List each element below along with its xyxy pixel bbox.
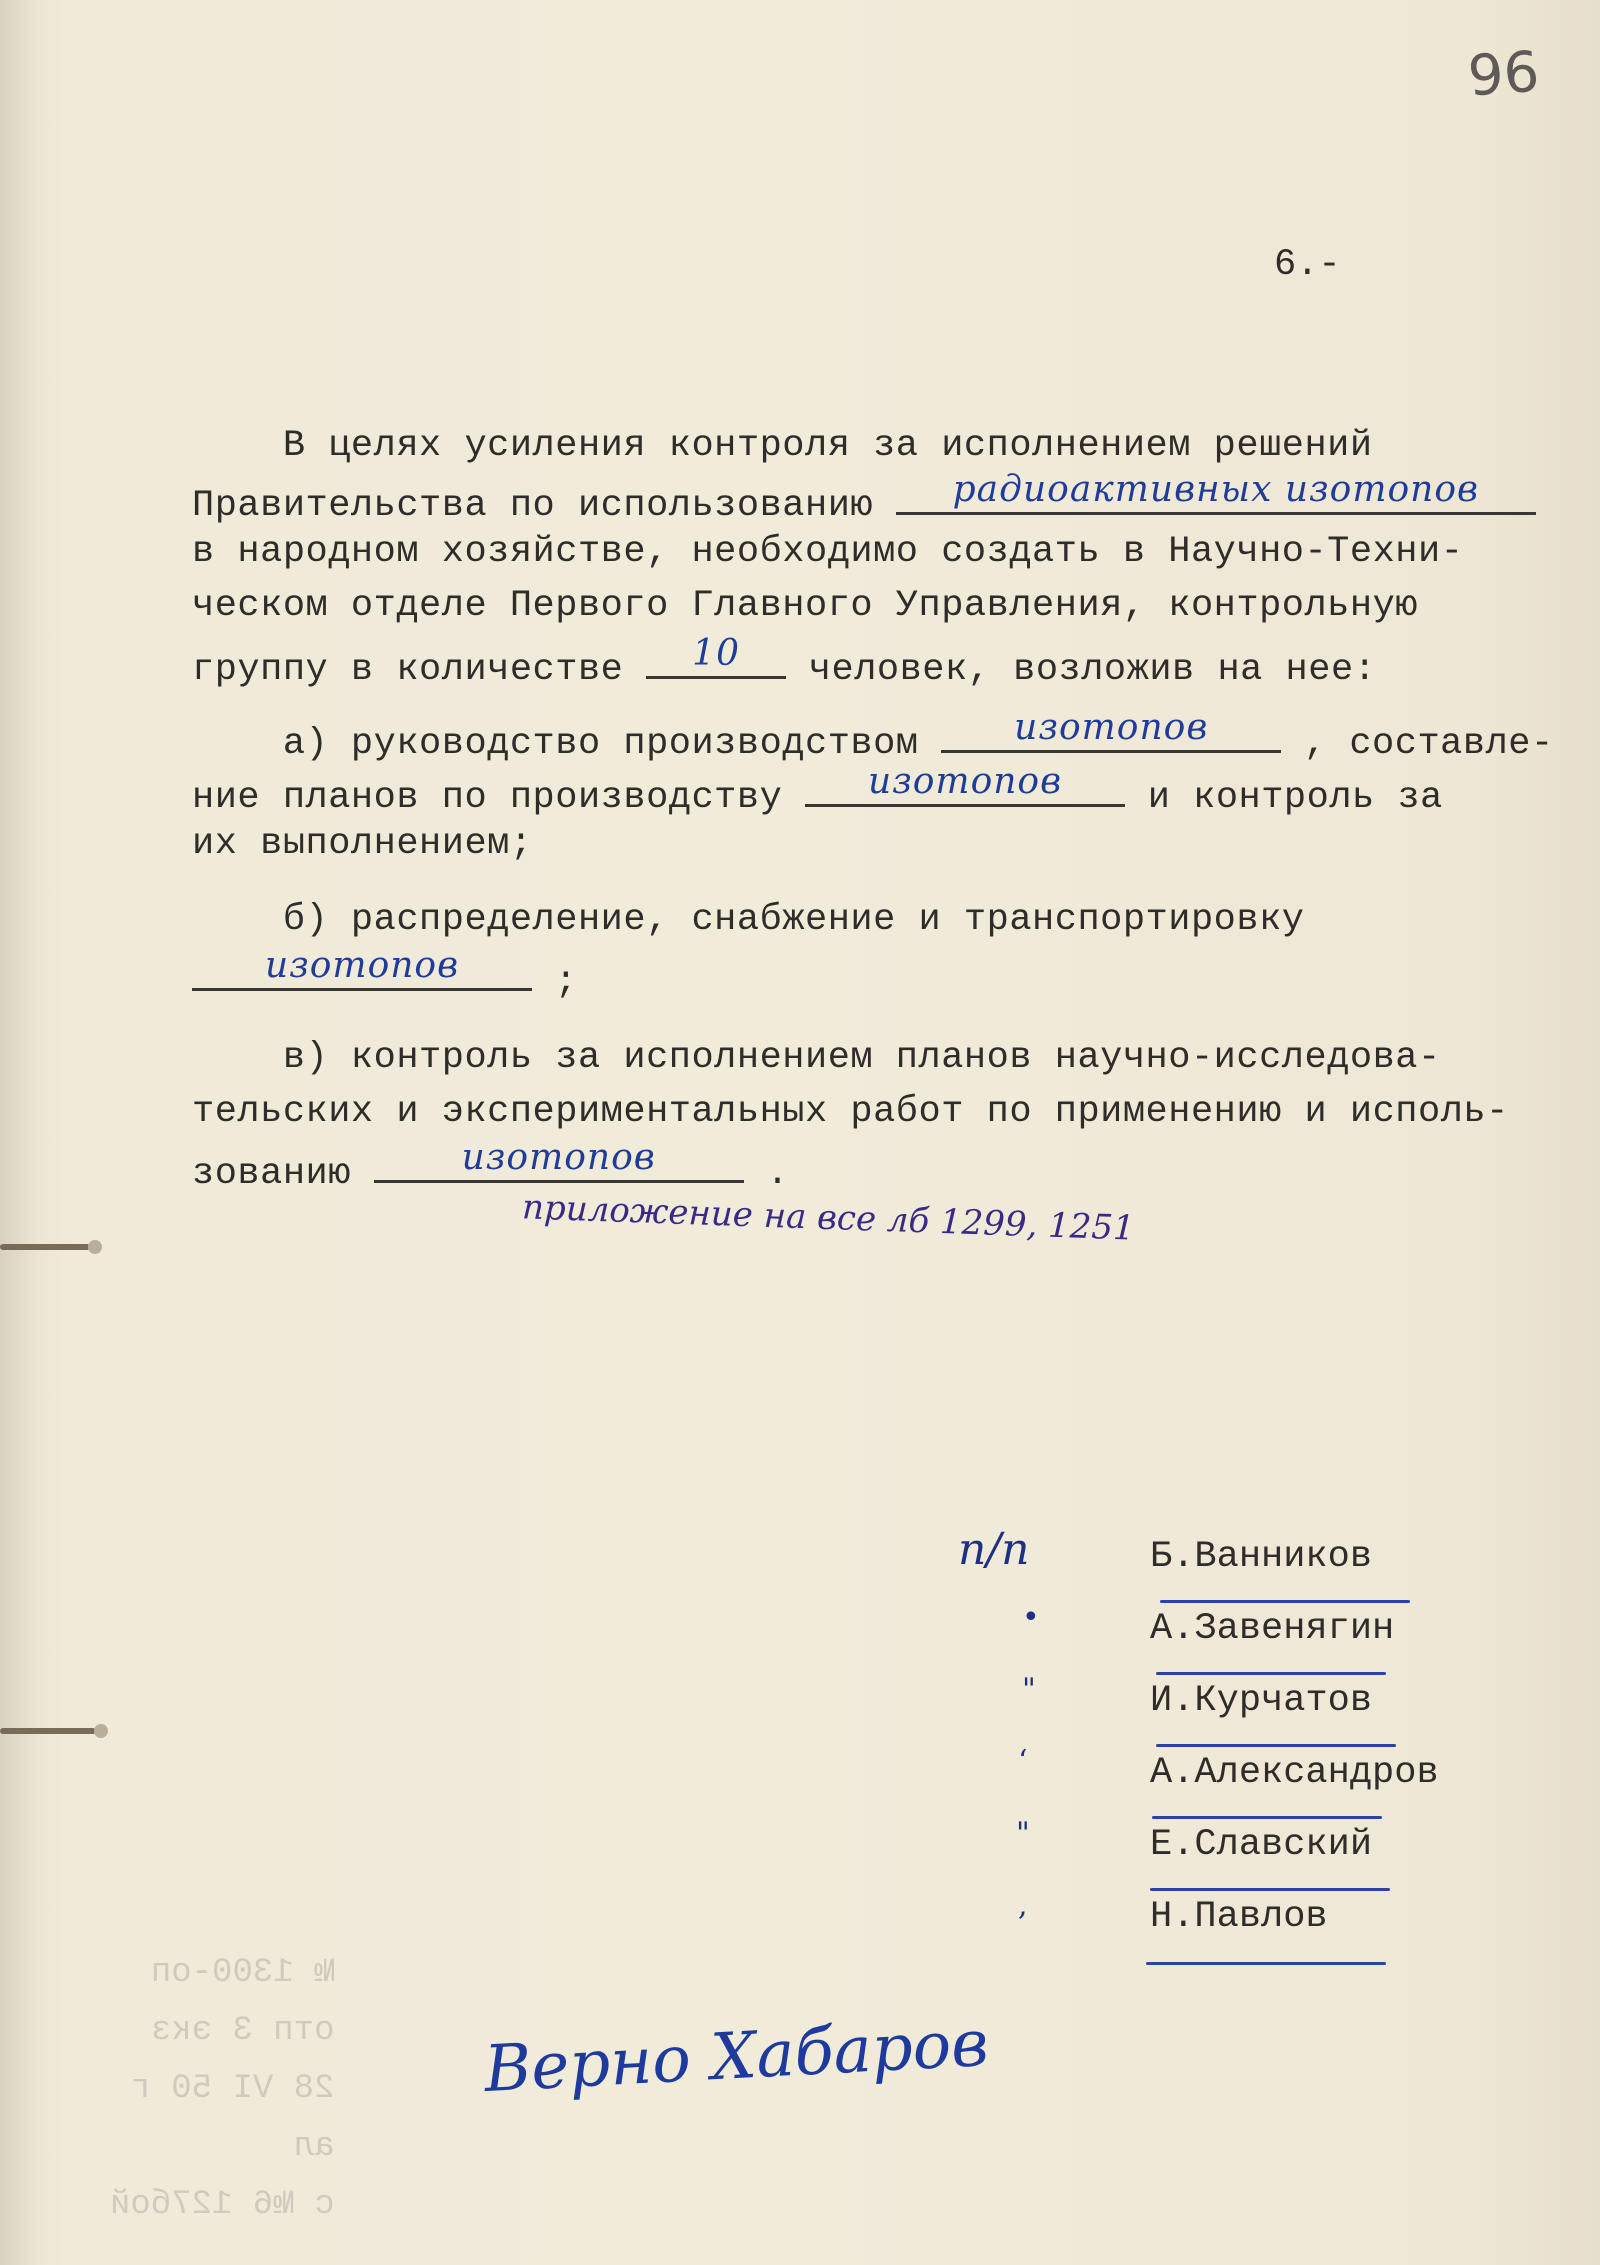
reverse-side-bleed-through — [110, 1944, 334, 2234]
handwritten-text: радиоактивных изотопов — [952, 469, 1479, 510]
signature-mark: п/п — [958, 1524, 1030, 1575]
item-b-line-1: б) распределение, снабжение и транспортировку — [192, 899, 1305, 941]
item-v-tail: . — [743, 1153, 790, 1195]
certification-signature: Верно Хабаров — [482, 2006, 991, 2108]
ditto-mark-4: " — [1016, 1816, 1030, 1851]
handwritten-fill-isotopes-main — [896, 469, 1536, 515]
ditto-mark-5: , — [1018, 1888, 1028, 1923]
item-a2-tail: и контроль за — [1125, 777, 1443, 819]
ditto-mark-3: ‘ — [1018, 1744, 1028, 1779]
bleed-line: № 1300-оп — [150, 1954, 335, 1992]
signatory-name: Н.Павлов — [1150, 1896, 1328, 1938]
signatory-name: Е.Славский — [1150, 1824, 1373, 1866]
item-v-line-3 — [192, 1137, 790, 1196]
item-b-line-2 — [192, 945, 578, 1004]
body-line-5-text: группу в количестве — [192, 649, 647, 691]
handwritten-number: 10 — [692, 633, 740, 674]
signatory-name: Б.Ванников — [1150, 1536, 1373, 1578]
signatory-name: И.Курчатов — [1150, 1680, 1373, 1722]
handwritten-text: изотопов — [867, 761, 1063, 802]
item-a-line-2 — [192, 761, 1443, 820]
body-line-5-tail: человек, возложив на нее: — [786, 649, 1377, 691]
item-b-tail: ; — [532, 961, 578, 1003]
signature-underline — [1146, 1962, 1386, 1965]
item-v-line-2: тельских и экспериментальных работ по применению и исполь- — [192, 1091, 1509, 1133]
handwritten-fill-a1 — [941, 707, 1281, 753]
handwritten-fill-v — [374, 1137, 744, 1183]
bleed-line: ал — [293, 2128, 335, 2166]
handwritten-fill-a2 — [805, 761, 1125, 807]
archive-page-number: 96 — [1465, 39, 1542, 110]
item-a2-text: ние планов по производству — [192, 777, 805, 819]
signature-underline — [1156, 1744, 1396, 1747]
bleed-line: отп 3 экз — [150, 2012, 335, 2050]
item-v-line-1: в) контроль за исполнением планов научно-исследова- — [192, 1037, 1441, 1079]
signatory-name: А.Александров — [1150, 1752, 1439, 1794]
handwritten-annotation: приложение на все лб 1299, 1251 — [521, 1187, 1136, 1249]
item-a-line-3: их выполнением; — [192, 823, 533, 865]
binding-thread-bottom — [0, 1720, 96, 1742]
ditto-mark-2: " — [1022, 1672, 1036, 1707]
body-line-1: В целях усиления контроля за исполнением решений — [192, 425, 1373, 467]
signature-underline — [1152, 1816, 1382, 1819]
item-v3-text: зованию — [192, 1153, 374, 1195]
signature-underline — [1156, 1672, 1386, 1675]
item-a-line-1 — [192, 707, 1554, 766]
signatory-name: А.Завенягин — [1150, 1608, 1395, 1650]
signature-underline — [1160, 1600, 1410, 1603]
binding-thread-top — [0, 1236, 96, 1258]
handwritten-fill-count — [646, 633, 786, 679]
bleed-line: с №6 127бой — [110, 2186, 335, 2224]
body-line-3: в народном хозяйстве, необходимо создать в Научно-Техни- — [192, 531, 1464, 573]
bleed-line: 28 VI 50 г — [130, 2070, 335, 2108]
item-a-text: а) руководство производством — [192, 723, 942, 765]
handwritten-fill-b — [192, 945, 532, 991]
ditto-mark-1: • — [1022, 1600, 1040, 1635]
body-line-2 — [192, 469, 1536, 528]
handwritten-text: изотопов — [1014, 707, 1209, 748]
handwritten-text: изотопов — [264, 945, 460, 986]
page-number: 6.- — [1274, 244, 1341, 286]
item-a-tail: , составле- — [1281, 723, 1554, 765]
handwritten-text: изотопов — [461, 1137, 656, 1178]
body-line-4: ческом отделе Первого Главного Управления, контрольную — [192, 585, 1418, 627]
signature-underline — [1150, 1888, 1390, 1891]
body-line-2-text: Правительства по использованию — [192, 485, 896, 527]
body-line-5 — [192, 633, 1377, 692]
